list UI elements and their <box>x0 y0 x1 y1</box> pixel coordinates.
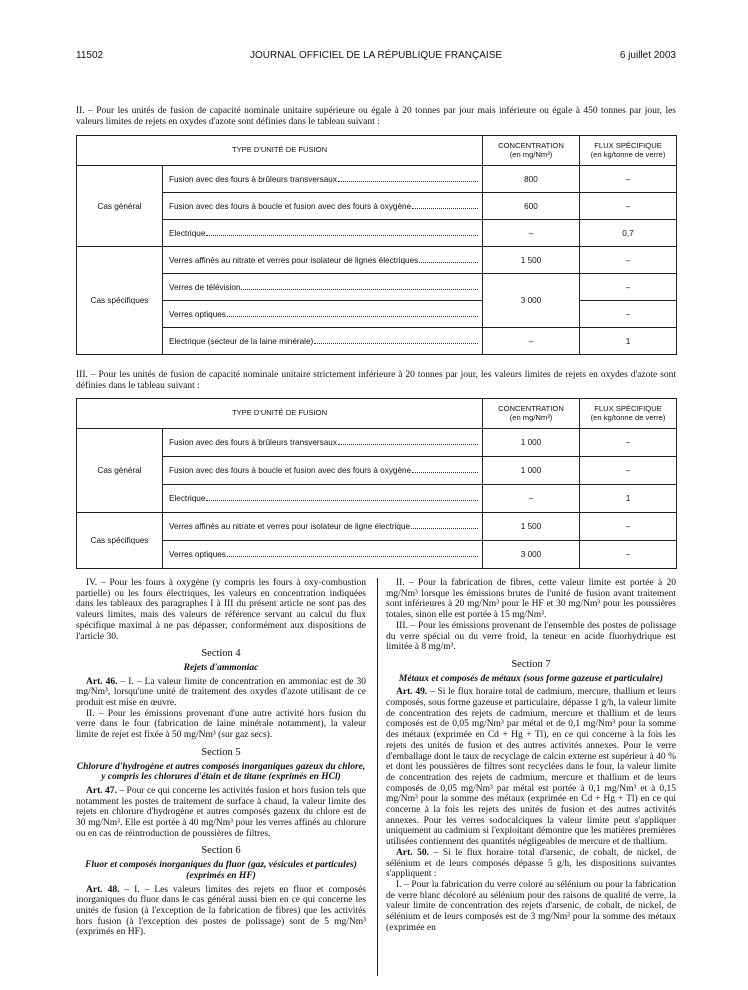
article-46 <box>76 677 366 709</box>
row-flux: – <box>580 513 677 541</box>
page-number: 11502 <box>76 50 104 61</box>
row-concentration: – <box>483 485 580 513</box>
section-4-title: Rejets d'ammoniac <box>183 662 259 673</box>
row-label <box>163 513 483 541</box>
header-flux-unit: (en kg/tonne de verre) <box>590 149 666 159</box>
table-header-row <box>77 136 677 166</box>
row-label <box>163 328 483 355</box>
article-48 <box>76 885 366 939</box>
row-label <box>163 429 483 457</box>
header-concentration-unit: (en mg/Nm³) <box>509 412 553 422</box>
row-flux: 1 <box>580 328 677 355</box>
table-row <box>77 513 677 541</box>
row-label <box>163 541 483 569</box>
page-header <box>76 50 676 64</box>
table-row <box>77 541 677 569</box>
row-flux: – <box>580 301 677 328</box>
article-50-text: – Si le flux horaire total d'arsenic, de cobalt, de nickel, de sélénium et de leurs composés dépasse 5 g/h, les dispositions suivantes s'appliquent : <box>386 847 676 880</box>
journal-title: JOURNAL OFFICIEL DE LA RÉPUBLIQUE FRANÇAISE <box>249 50 503 61</box>
header-concentration-label: CONCENTRATION <box>498 141 564 150</box>
header-concentration <box>483 136 580 166</box>
row-label <box>163 301 483 328</box>
intro-paragraph-iii: III. – Pour les unités de fusion de capacité nominale unitaire strictement inférieure à 20 tonnes par jour, les valeurs limites de rejets en oxydes d'azote sont définies dans le tableau suivant : <box>76 370 676 391</box>
header-type: TYPE D'UNITÉ DE FUSION <box>77 399 483 429</box>
header-flux-label: FLUX SPÉCIFIQUE <box>594 141 662 150</box>
right-text-column <box>386 578 676 978</box>
row-flux: – <box>580 247 677 274</box>
nox-limits-table-1 <box>76 135 677 355</box>
left-text-column <box>76 578 366 978</box>
table-row <box>77 193 677 220</box>
article-49-text: – Si le flux horaire total de cadmium, mercure, thallium et leurs composés, sous forme gazeuse et particulaire, dépasse 1 g/h, la valeur limite de concentration des rejets de cadmium, mercure et thallium et de leurs composés est de 0,05 mg/Nm³ par métal et de 0,1 mg/Nm³ pour la somme des métaux (exprimée en Cd + Hg + Tl), en ce qui concerne à la fois les rejets des unités de fusion et des autres activités annexes. Pour le verre d'emballage dont le taux de recyclage de calcin externe est supérieur à 40 % et dont les poussières de filtres sont recyclées dans le four, la valeur limite de concentration des rejets de cadmium, mercure et thallium et de leurs composés de 0,05 mg/Nm³ par métal est portée à 0,1 mg/Nm³ et à 0,15 mg/Nm³ pour la somme des métaux (exprimée en Cd + Hg + Tl) en ce qui concerne à la fois les rejets des unités de fusion et des autres activités annexes. Pour les verres sodocalciques la valeur limite peut s'appliquer uniquement au cadmium si l'exploitant démontre que les matières premières utilisées contiennent des quantités négligeables de mercure et de thallium. <box>386 687 676 848</box>
row-label <box>163 457 483 485</box>
row-label-text: Fusion avec des fours à boucle et fusion avec des fours à oxygène <box>169 466 412 475</box>
section-5-title: Chlorure d'hydrogène et autres composés inorganiques gazeux du chlore, y compris les chlorures d'étain et de titane (exprimés en HCl) <box>76 761 366 783</box>
table-row <box>77 301 677 328</box>
article-47-label: Art. 47. <box>86 785 117 796</box>
article-49-label: Art. 49. <box>396 687 428 698</box>
paragraph-ii-fibres: II. – Pour la fabrication de fibres, cette valeur limite est portée à 20 mg/Nm³ lorsque les émissions brutes de l'unité de fusion avant traitement sont inférieures à 20 mg/Nm³ pour le HF et 30 mg/Nm³ pour les poussières totales, sinon elle est portée à 15 mg/Nm³. <box>386 578 676 621</box>
row-label-text: Fusion avec des fours à brûleurs transversaux <box>169 174 337 184</box>
row-concentration: 1 500 <box>483 247 580 274</box>
table-row <box>77 166 677 193</box>
header-flux <box>580 136 677 166</box>
nox-limits-table-2 <box>76 398 677 569</box>
article-48-text: – I. – Les valeurs limites des rejets en fluor et composés inorganiques du fluor dans le cas général aussi bien en ce qui concerne les unités de fusion (à l'exception de la fabrication de fibres) que les activités hors fusion (à l'exception des postes de polissage) sont de 5 mg/Nm³ (exprimés en HF). <box>76 884 366 938</box>
article-46-label: Art. 46. <box>86 676 118 687</box>
row-group-cas-specifiques: Cas spécifiques <box>77 247 163 355</box>
row-label <box>163 220 483 247</box>
row-group-cas-general: Cas général <box>77 429 163 513</box>
row-concentration: 1 000 <box>483 457 580 485</box>
header-flux-unit: (en kg/tonne de verre) <box>590 412 666 422</box>
column-divider <box>377 578 378 976</box>
row-label <box>163 193 483 220</box>
row-concentration: 800 <box>483 166 580 193</box>
table-row <box>77 274 677 301</box>
row-group-cas-specifiques: Cas spécifiques <box>77 513 163 569</box>
row-label-text: Electrique <box>169 494 206 503</box>
row-flux: – <box>580 541 677 569</box>
article-50-i: I. – Pour la fabrication du verre coloré au sélénium ou pour la fabrication de verre blanc décoloré au sélénium pour des raisons de qualité de verre, la valeur limite de concentration des rejets d'arsenic, de cobalt, de nickel, de sélénium et de leurs composés est de 3 mg/Nm³ pour la somme des métaux (exprimée en <box>386 879 676 933</box>
paragraph-iii-polissage: III. – Pour les émissions provenant de l'ensemble des postes de polissage du verre spécial ou du verre froid, la teneur en acide fluorhydrique est limitée à 8 mg/m³. <box>386 620 676 653</box>
section-5-heading: Section 5 <box>201 746 241 758</box>
row-label <box>163 485 483 513</box>
row-flux: – <box>580 274 677 301</box>
article-50 <box>386 848 676 880</box>
header-flux <box>580 399 677 429</box>
section-4-heading: Section 4 <box>201 648 241 660</box>
row-flux: – <box>580 193 677 220</box>
section-7-heading: Section 7 <box>511 658 551 670</box>
table-header-row <box>77 399 677 429</box>
row-label-text: Verres optiques <box>169 309 226 319</box>
row-concentration: 600 <box>483 193 580 220</box>
article-47-text: – Pour ce qui concerne les activités fusion et hors fusion tels que notamment les postes de traitement de surface à chaud, la valeur limite des rejets en chlorure d'hydrogène et autres composés gazeux du chlore est de 30 mg/Nm³. Elle est portée à 40 mg/Nm³ pour les verres affinés au chlorure ou en cas de réintroduction de poussières de filtres. <box>76 785 366 839</box>
row-concentration: 1 500 <box>483 513 580 541</box>
row-flux: – <box>580 429 677 457</box>
row-label-text: Electrique <box>169 228 206 238</box>
row-flux: 0,7 <box>580 220 677 247</box>
row-concentration: 3 000 <box>483 274 580 328</box>
table-row <box>77 457 677 485</box>
header-flux-label: FLUX SPÉCIFIQUE <box>594 404 662 413</box>
table-row <box>77 247 677 274</box>
row-concentration: 3 000 <box>483 541 580 569</box>
row-label-text: Verres affinés au nitrate et verres pour isolateur de ligne électrique <box>169 522 411 531</box>
article-48-label: Art. 48. <box>86 884 120 895</box>
table-row <box>77 485 677 513</box>
row-label-text: Verres optiques <box>169 550 226 559</box>
row-label-text: Verres de télévision <box>169 282 241 292</box>
header-concentration <box>483 399 580 429</box>
header-type: TYPE D'UNITÉ DE FUSION <box>77 136 483 166</box>
article-46-text: – I. – La valeur limite de concentration en ammoniac est de 30 mg/Nm³, lorsqu'une unité de traitement des oxydes d'azote utilisant de ce produit est mise en œuvre. <box>76 676 366 709</box>
table-row <box>77 328 677 355</box>
row-flux: 1 <box>580 485 677 513</box>
row-label-text: Electrique (secteur de la laine minérale) <box>169 336 314 346</box>
row-label <box>163 274 483 301</box>
section-7-title: Métaux et composés de métaux (sous forme gazeuse et particulaire) <box>398 673 664 684</box>
header-concentration-label: CONCENTRATION <box>498 404 564 413</box>
article-47 <box>76 786 366 840</box>
header-concentration-unit: (en mg/Nm³) <box>509 149 553 159</box>
row-group-cas-general: Cas général <box>77 166 163 247</box>
row-label <box>163 247 483 274</box>
row-label-text: Verres affinés au nitrate et verres pour isolateur de lignes électriques <box>169 255 419 265</box>
row-flux: – <box>580 166 677 193</box>
row-label <box>163 166 483 193</box>
table-row <box>77 429 677 457</box>
paragraph-iv: IV. – Pour les fours à oxygène (y compris les fours à oxy-combustion partielle) ou les fours électriques, les valeurs en concentration indiquées dans les tableaux des paragraphes I à III du présent article ne sont pas des valeurs limites, mais des valeurs de référence servant au calcul du flux spécifique maximal à ne pas dépasser, conformément aux dispositions de l'article 30. <box>76 578 366 642</box>
table-row <box>77 220 677 247</box>
section-6-title: Fluor et composés inorganiques du fluor (gaz, vésicules et particules) (exprimés en HF) <box>85 860 357 881</box>
row-flux: – <box>580 457 677 485</box>
row-label-text: Fusion avec des fours à boucle et fusion avec des fours à oxygène <box>169 201 412 211</box>
row-concentration: 1 000 <box>483 429 580 457</box>
publication-date: 6 juillet 2003 <box>619 50 676 61</box>
article-46-ii: II. – Pour les émissions provenant d'une autre activité hors fusion du verre dans le four (fabrication de laine minérale notamment), la valeur limite de rejet est fixée à 50 mg/Nm³ (sur gaz secs). <box>76 708 366 741</box>
row-label-text: Fusion avec des fours à brûleurs transversaux <box>169 438 337 447</box>
intro-paragraph-ii: II. – Pour les unités de fusion de capacité nominale unitaire supérieure ou égale à 20 tonnes par jour mais inférieure ou égale à 450 tonnes par jour, les valeurs limites de rejets en oxydes d'azote sont définies dans le tableau suivant : <box>76 106 676 127</box>
section-6-heading: Section 6 <box>201 845 241 857</box>
article-49 <box>386 687 676 848</box>
row-concentration: – <box>483 328 580 355</box>
row-concentration: – <box>483 220 580 247</box>
article-50-label: Art. 50. <box>396 847 430 858</box>
